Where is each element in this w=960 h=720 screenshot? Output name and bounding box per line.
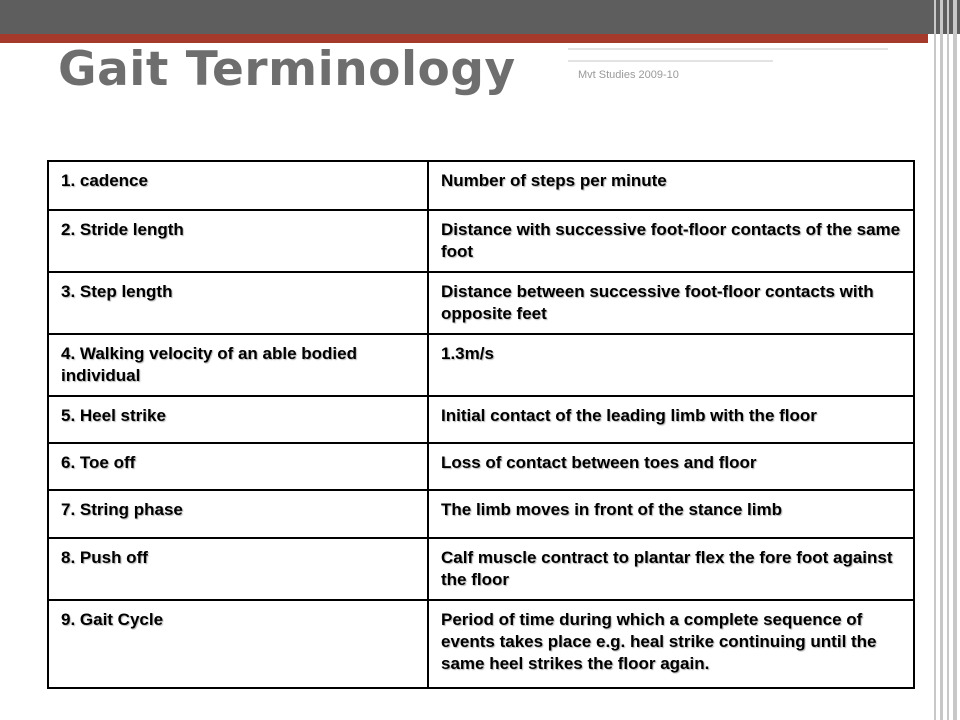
table-row [48,396,914,443]
definition-cell: Period of time during which a complete sequence of events takes place e.g. heal strike continuing until the same heel strikes the floor again. [428,600,914,688]
term-cell: 4. Walking velocity of an able bodied individual [48,334,428,396]
table-row [48,443,914,490]
definition-cell: Distance between successive foot-floor contacts with opposite feet [428,272,914,334]
divider-line [568,48,888,50]
term-cell: 1. cadence [48,161,428,210]
definition-cell: The limb moves in front of the stance limb [428,490,914,538]
term-cell: 5. Heel strike [48,396,428,443]
header-band [0,0,960,34]
table-row [48,334,914,396]
right-edge-decoration [930,0,960,720]
term-cell: 8. Push off [48,538,428,600]
definition-cell: Distance with successive foot-floor contacts of the same foot [428,210,914,272]
table-row [48,161,914,210]
term-cell: 3. Step length [48,272,428,334]
terminology-table [47,160,915,689]
definition-cell: Number of steps per minute [428,161,914,210]
term-cell: 2. Stride length [48,210,428,272]
course-label: Mvt Studies 2009-10 [578,69,679,81]
term-cell: 6. Toe off [48,443,428,490]
definition-cell: 1.3m/s [428,334,914,396]
definition-cell: Initial contact of the leading limb with the floor [428,396,914,443]
term-cell: 9. Gait Cycle [48,600,428,688]
divider-line [568,60,773,62]
table-row [48,538,914,600]
table-row [48,210,914,272]
table-row [48,490,914,538]
table-row [48,600,914,688]
definition-cell: Loss of contact between toes and floor [428,443,914,490]
page-title: Gait Terminology [58,42,516,97]
definition-cell: Calf muscle contract to plantar flex the fore foot against the floor [428,538,914,600]
term-cell: 7. String phase [48,490,428,538]
table-row [48,272,914,334]
